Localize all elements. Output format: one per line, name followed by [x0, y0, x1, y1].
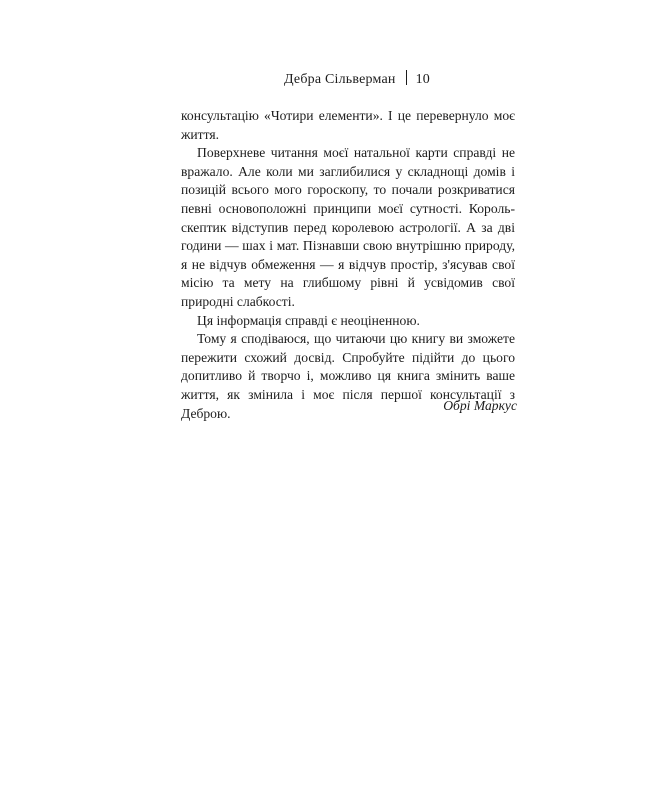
author-signature: Обрі Маркус — [443, 398, 517, 413]
paragraph: Ця інформація справді є неоціненною. — [197, 312, 420, 328]
paragraph: Поверхневе читання моєї натальної карти справді не вражало. Але коли ми заглибилися у складнощі домів і позицій всього мого гороскопу, то почали розкриватися певні основоположні принципи моєї сутності. Король-скептик відступив перед королевою астрології. А за дві години — шах і мат. Пізнавши свою внутрішню природу, я не відчув обмеження — я відчув простір, з'ясував свої місію та мету на глибшому рівні й усвідомив свої природні слабкості. — [181, 145, 515, 309]
body-text — [181, 107, 515, 423]
page-number: 10 — [415, 72, 430, 87]
paragraph: Тому я сподіваюся, що читаючи цю книгу ви зможете пережити схожий досвід. Спробуйте підійти до цього допитливо й творчо і, можливо ця книга змінить ваше життя, як змінила і моє після першої консультації з Деброю. — [181, 331, 515, 421]
running-head-author: Дебра Сільверман — [284, 72, 396, 87]
paragraph-continuation: консультацію «Чотири елементи». І це перевернуло моє життя. — [181, 108, 515, 142]
running-head — [284, 70, 430, 88]
running-head-separator — [406, 70, 407, 85]
